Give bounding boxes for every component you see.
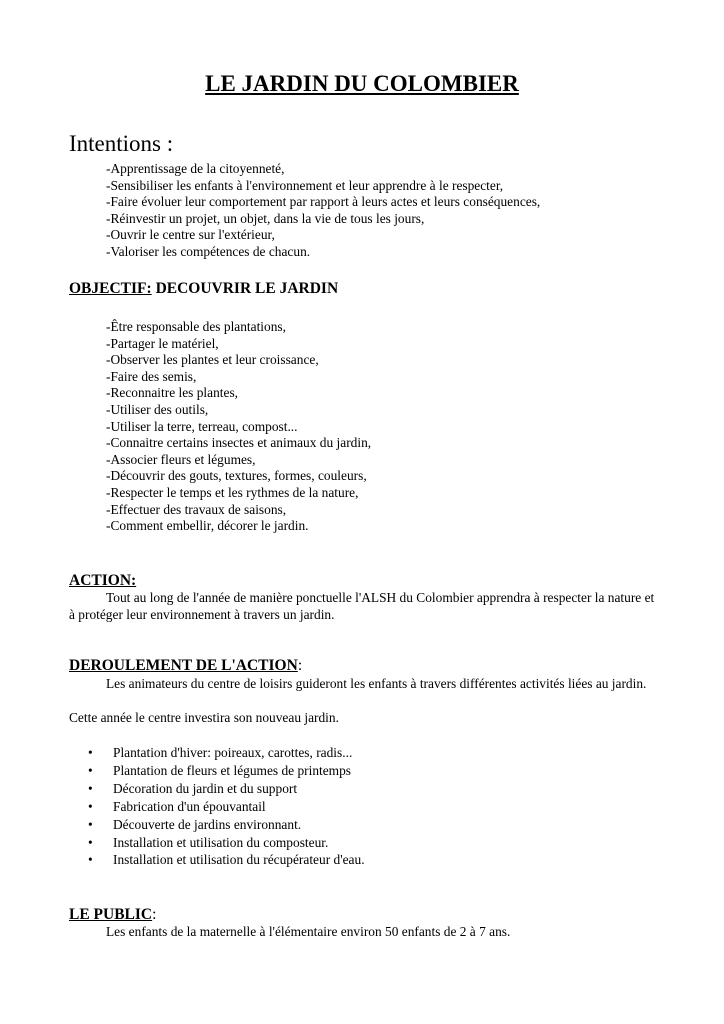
intentions-item: -Sensibiliser les enfants à l'environnement et leur apprendre à le respecter,: [106, 177, 504, 193]
public-heading: [69, 905, 156, 924]
objectif-item: -Reconnaitre les plantes,: [106, 385, 238, 401]
deroulement-heading: [69, 656, 302, 675]
objectif-item: -Observer les plantes et leur croissance,: [106, 352, 319, 368]
intentions-item: -Ouvrir le centre sur l'extérieur,: [106, 227, 275, 243]
objectif-item: -Découvrir des gouts, textures, formes, couleurs,: [106, 468, 367, 484]
list-item: [88, 834, 365, 852]
list-item-text: Découverte de jardins environnant.: [113, 816, 302, 832]
list-item-text: Plantation d'hiver: poireaux, carottes, radis...: [113, 745, 353, 760]
objectif-item: -Respecter le temps et les rythmes de la nature,: [106, 484, 359, 500]
public-text: Les enfants de la maternelle à l'élémentaire environ 50 enfants de 2 à 7 ans.: [106, 924, 511, 939]
action-heading: [69, 571, 136, 590]
intentions-list: [106, 161, 540, 261]
bullet-icon: •: [88, 798, 93, 814]
deroulement-bullet-list: [88, 744, 365, 869]
deroulement-text: Les animateurs du centre de loisirs guideront les enfants à travers différentes activités liées au jardin.: [106, 676, 647, 691]
objectif-item: -Faire des semis,: [106, 368, 197, 384]
intentions-item: -Réinvestir un projet, un objet, dans la vie de tous les jours,: [106, 210, 425, 226]
bullet-icon: •: [88, 780, 93, 796]
list-item: [88, 780, 365, 798]
bullet-icon: •: [88, 762, 93, 778]
action-text: Tout au long de l'année de manière ponctuelle l'ALSH du Colombier apprendra à respecter la nature et à protéger leur environnement à travers un jardin.: [69, 590, 655, 622]
objectif-item: -Comment embellir, décorer le jardin.: [106, 518, 309, 534]
bullet-icon: •: [88, 834, 93, 850]
objectif-item: -Partager le matériel,: [106, 335, 219, 351]
deroulement-heading-colon: :: [297, 657, 303, 674]
objectif-heading-text: DECOUVRIR LE JARDIN: [151, 280, 339, 297]
deroulement-paragraph-2: Cette année le centre investira son nouveau jardin.: [69, 710, 339, 725]
document-title: LE JARDIN DU COLOMBIER: [205, 71, 519, 96]
list-item-text: Fabrication d'un épouvantail: [113, 798, 266, 814]
list-item: [88, 762, 365, 780]
action-heading-label: ACTION:: [69, 572, 137, 589]
list-item: [88, 816, 365, 834]
objectif-list: [106, 319, 371, 535]
bullet-icon: •: [88, 852, 93, 868]
objectif-heading-label: OBJECTIF:: [69, 280, 152, 297]
list-item: [88, 851, 365, 869]
bullet-icon: •: [88, 816, 93, 832]
deroulement-heading-label: DEROULEMENT DE L'ACTION: [69, 657, 298, 674]
objectif-item: -Associer fleurs et légumes,: [106, 451, 256, 467]
public-heading-colon: :: [152, 906, 157, 923]
public-heading-label: LE PUBLIC: [69, 906, 153, 923]
bullet-icon: •: [88, 745, 93, 760]
list-item-text: Décoration du jardin et du support: [113, 780, 298, 796]
objectif-item: -Utiliser des outils,: [106, 401, 209, 417]
objectif-item: -Utiliser la terre, terreau, compost...: [106, 418, 298, 434]
objectif-item: -Effectuer des travaux de saisons,: [106, 501, 287, 517]
action-paragraph: [69, 590, 659, 624]
intentions-item: -Valoriser les compétences de chacun.: [106, 243, 311, 259]
list-item: [88, 744, 365, 762]
list-item-text: Installation et utilisation du composteur.: [113, 834, 329, 850]
list-item: [88, 798, 365, 816]
list-item-text: Plantation de fleurs et légumes de printemps: [113, 762, 351, 778]
public-paragraph: [69, 924, 659, 941]
intentions-heading: Intentions :: [69, 131, 174, 156]
intentions-item: -Faire évoluer leur comportement par rapport à leurs actes et leurs conséquences,: [106, 194, 541, 210]
objectif-item: -Être responsable des plantations,: [106, 319, 286, 334]
objectif-item: -Connaitre certains insectes et animaux du jardin,: [106, 435, 372, 451]
list-item-text: Installation et utilisation du récupérateur d'eau.: [113, 852, 365, 868]
deroulement-paragraph: [69, 676, 659, 693]
intentions-item: -Apprentissage de la citoyenneté,: [106, 161, 285, 176]
objectif-heading: [69, 279, 338, 298]
